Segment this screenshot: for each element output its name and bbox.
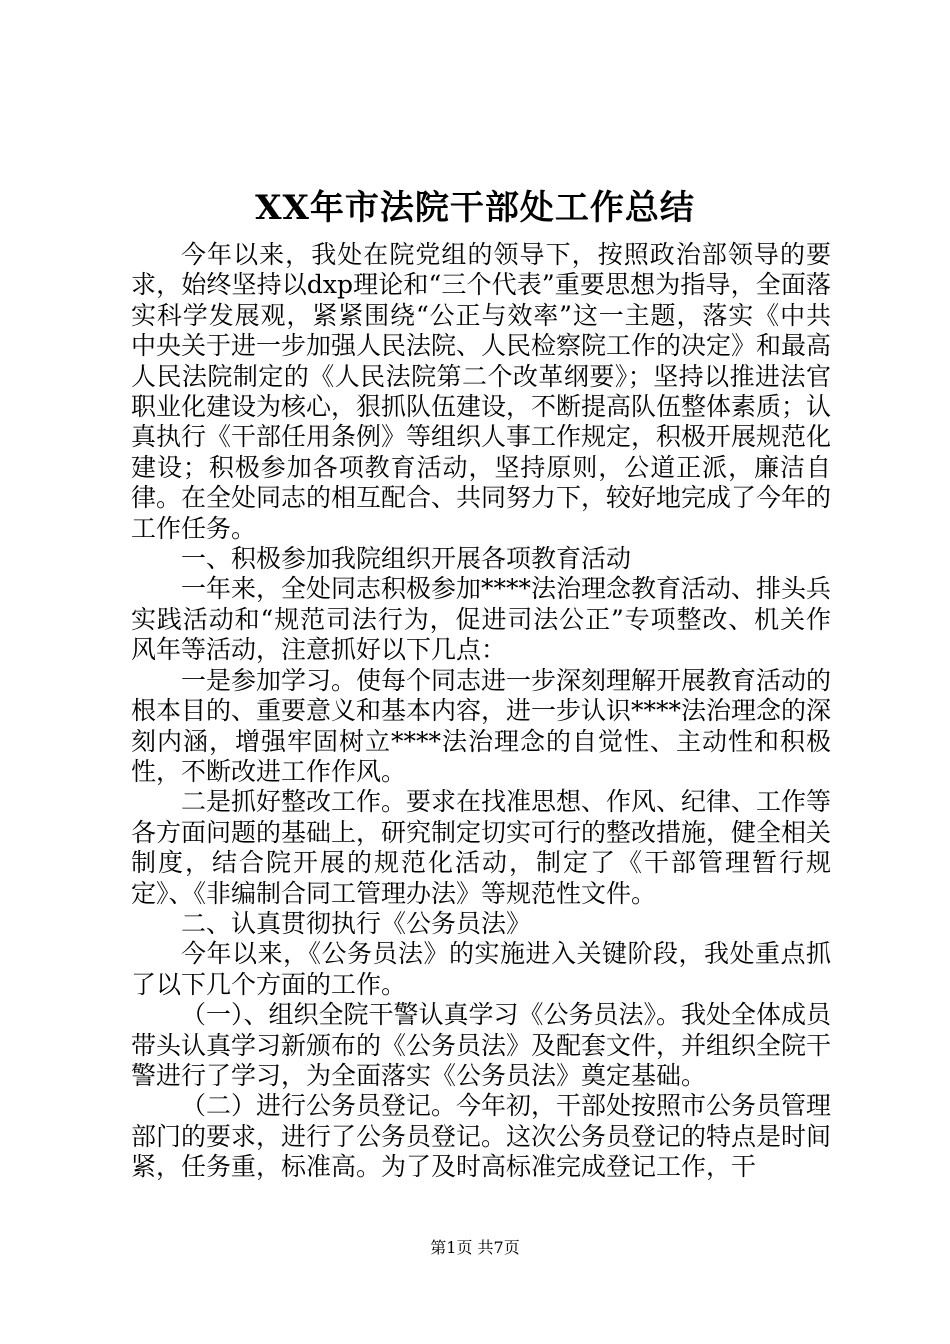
page-footer: 第1页 共7页 bbox=[430, 1238, 520, 1257]
section-heading-2: 二、认真贯彻执行《公务员法》 bbox=[181, 908, 532, 938]
section-heading-1: 一、积极参加我院组织开展各项教育活动 bbox=[181, 544, 632, 574]
body-paragraph: 今年以来，《公务员法》的实施进入关键阶段，我处重点抓了以下几个方面的工作。 bbox=[131, 939, 831, 999]
document-title: XX年市法院干部处工作总结 bbox=[255, 188, 695, 228]
intro-paragraph: 今年以来，我处在院党组的领导下，按照政治部领导的要求，始终坚持以dxp理论和“三个代表”重要思想为指导，全面落实科学发展观，紧紧围绕“公正与效率”这一主题，落实《中共中央关于进一步加强人民法院、人民检察院工作的决定》和最高人民法院制定的《人民法院第二个改革纲要》；坚持以推进法官职业化建设为核心，狠抓队伍建设，不断提高队伍整体素质；认真执行《干部任用条例》等组织人事工作规定，积极开展规范化建设；积极参加各项教育活动，坚持原则，公道正派，廉洁自律。在全处同志的相互配合、共同努力下，较好地完成了今年的工作任务。 bbox=[131, 240, 832, 543]
body-paragraph: 一是参加学习。使每个同志进一步深刻理解开展教育活动的根本目的、重要意义和基本内容，进一步认识****法治理念的深刻内涵，增强牢固树立****法治理念的自觉性、主动性和积极性，不断改进工作作风。 bbox=[131, 665, 832, 786]
document-body bbox=[131, 240, 831, 1183]
body-paragraph: （一）、组织全院干警认真学习《公务员法》。我处全体成员带头认真学习新颁布的《公务员法》及配套文件，并组织全院干警进行了学习，为全面落实《公务员法》奠定基础。 bbox=[131, 1000, 832, 1090]
body-paragraph: （二）进行公务员登记。今年初，干部处按照市公务员管理部门的要求，进行了公务员登记。这次公务员登记的特点是时间紧，任务重，标准高。为了及时高标准完成登记工作，干 bbox=[131, 1091, 832, 1182]
body-paragraph: 一年来，全处同志积极参加****法治理念教育活动、排头兵实践活动和“规范司法行为，促进司法公正”专项整改、机关作风年等活动，注意抓好以下几点： bbox=[131, 574, 832, 665]
body-paragraph: 二是抓好整改工作。要求在找准思想、作风、纪律、工作等各方面问题的基础上，研究制定切实可行的整改措施，健全相关制度，结合院开展的规范化活动，制定了《干部管理暂行规定》、《非编制合同工管理办法》等规范性文件。 bbox=[131, 787, 832, 908]
